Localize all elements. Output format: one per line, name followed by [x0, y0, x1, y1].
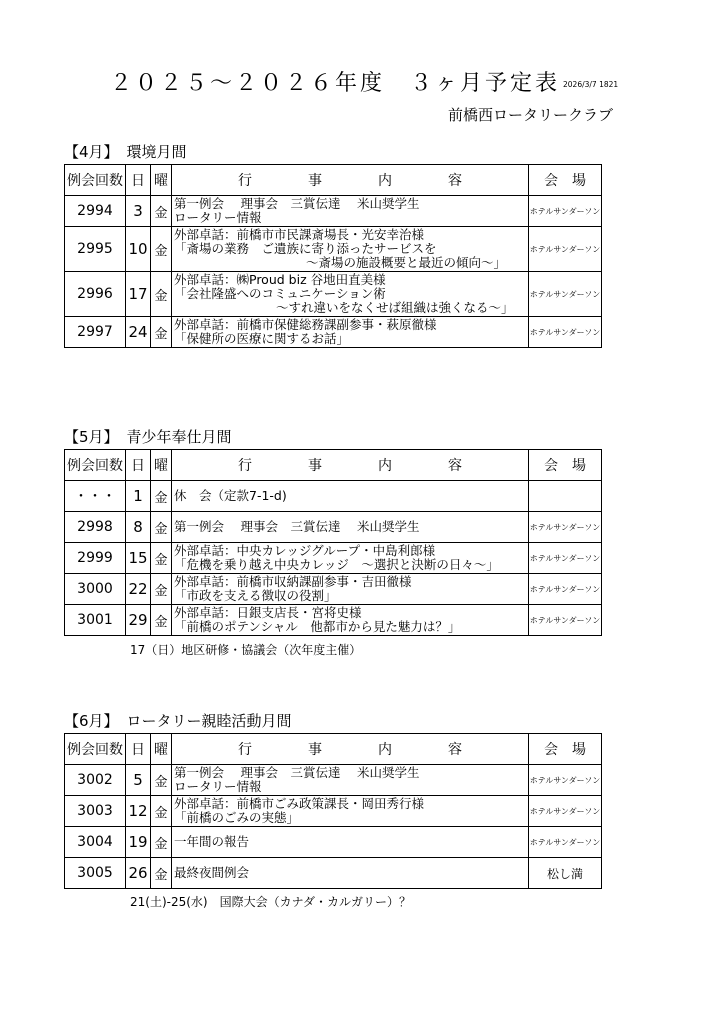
content-line: ～斎場の施設概要と最近の傾向～」 [306, 255, 507, 270]
table-row [65, 765, 602, 796]
meeting-number: 3000 [65, 574, 126, 605]
content-line: 第一例会 理事会 三賞伝達 米山奨学生 [174, 765, 420, 780]
table-row [65, 317, 602, 348]
table-row [65, 574, 602, 605]
meeting-number: 2994 [65, 196, 126, 227]
meeting-day: 17 [126, 272, 151, 317]
section-note: 17（日）地区研修・協議会（次年度主催） [130, 643, 362, 657]
meeting-day: 12 [126, 796, 151, 827]
meeting-venue: 松し満 [529, 858, 602, 889]
meeting-content [172, 796, 529, 827]
meeting-content [172, 512, 529, 543]
club-name: 前橋西ロータリークラブ [448, 106, 614, 124]
meeting-content [172, 317, 529, 348]
page-title: ２０２５～２０２６年度 ３ヶ月予定表 [110, 71, 561, 96]
header-venue-char: 場 [572, 173, 586, 189]
meeting-venue: ホテルサンダーソン [529, 272, 602, 317]
meeting-weekday: 金 [151, 827, 172, 858]
header-number: 例会回数 [65, 165, 126, 196]
schedule-table [64, 449, 602, 636]
meeting-venue: ホテルサンダーソン [529, 543, 602, 574]
table-row [65, 858, 602, 889]
meeting-day: 5 [126, 765, 151, 796]
content-line: 外部卓話：前橋市収納課副参事・吉田徹様 [174, 574, 412, 589]
meeting-number: ・・・ [65, 481, 126, 512]
meeting-weekday: 金 [151, 858, 172, 889]
content-line: ～すれ違いをなくせば組織は強くなる～」 [276, 300, 514, 315]
header-venue [529, 734, 602, 765]
header-content-char: 行 [238, 742, 252, 758]
header-day: 日 [126, 450, 151, 481]
content-line: 休 会（定款7-1-d) [174, 488, 287, 503]
meeting-day: 10 [126, 227, 151, 272]
meeting-number: 3003 [65, 796, 126, 827]
header-venue-char: 会 [544, 458, 558, 474]
header-content-char: 行 [238, 173, 252, 189]
content-line: 外部卓話：日銀支店長・宮将史様 [174, 605, 362, 620]
meeting-venue: ホテルサンダーソン [529, 796, 602, 827]
header-venue [529, 165, 602, 196]
meeting-weekday: 金 [151, 796, 172, 827]
content-line: 「斎場の業務 ご遺族に寄り添ったサービスを [174, 241, 437, 256]
meeting-venue: ホテルサンダーソン [529, 196, 602, 227]
meeting-number: 3005 [65, 858, 126, 889]
meeting-day: 24 [126, 317, 151, 348]
meeting-weekday: 金 [151, 272, 172, 317]
schedule-table [64, 733, 602, 889]
meeting-weekday: 金 [151, 512, 172, 543]
section-month: 【4月】 [64, 143, 119, 161]
header-content [172, 450, 529, 481]
content-line: 「前橋のポテンシャル 他都市から見た魅力は？」 [174, 619, 461, 634]
table-row [65, 543, 602, 574]
header-content-char: 内 [378, 742, 392, 758]
meeting-day: 3 [126, 196, 151, 227]
print-date: 2026/3/7 1821 [563, 80, 619, 89]
meeting-venue: ホテルサンダーソン [529, 227, 602, 272]
header-venue-char: 会 [544, 173, 558, 189]
meeting-content [172, 481, 529, 512]
meeting-venue: ホテルサンダーソン [529, 512, 602, 543]
meeting-day: 8 [126, 512, 151, 543]
content-line: 外部卓話：前橋市市民課斎場長・光安幸治様 [174, 227, 425, 242]
meeting-weekday: 金 [151, 481, 172, 512]
table-header-row [65, 450, 602, 481]
content-line: 外部卓話：前橋市ごみ政策課長・岡田秀行様 [174, 796, 425, 811]
meeting-content [172, 574, 529, 605]
table-row [65, 481, 602, 512]
meeting-number: 2995 [65, 227, 126, 272]
content-line: 「保健所の医療に関するお話」 [174, 331, 350, 346]
meeting-content [172, 765, 529, 796]
table-row [65, 827, 602, 858]
section-month: 【6月】 [64, 712, 119, 730]
header-venue [529, 450, 602, 481]
header-content-char: 容 [448, 742, 462, 758]
section-heading [64, 141, 187, 162]
meeting-day: 26 [126, 858, 151, 889]
content-line: 外部卓話：中央カレッジグループ・中島利郎様 [174, 543, 436, 558]
header-day: 日 [126, 734, 151, 765]
table-row [65, 196, 602, 227]
meeting-number: 3004 [65, 827, 126, 858]
content-line: 第一例会 理事会 三賞伝達 米山奨学生 [174, 196, 420, 211]
header-content-char: 内 [378, 173, 392, 189]
header-content-char: 事 [308, 458, 322, 474]
content-line: 一年間の報告 [174, 834, 250, 849]
content-line: ロータリー情報 [174, 779, 262, 794]
table-header-row [65, 734, 602, 765]
header-venue-char: 会 [544, 742, 558, 758]
content-line: ロータリー情報 [174, 210, 262, 225]
meeting-number: 2998 [65, 512, 126, 543]
meeting-weekday: 金 [151, 227, 172, 272]
meeting-content [172, 543, 529, 574]
meeting-venue: ホテルサンダーソン [529, 574, 602, 605]
section-heading [64, 426, 232, 447]
meeting-weekday: 金 [151, 317, 172, 348]
content-line: 第一例会 理事会 三賞伝達 米山奨学生 [174, 519, 420, 534]
meeting-venue: ホテルサンダーソン [529, 827, 602, 858]
section-theme: 青少年奉仕月間 [126, 428, 232, 446]
meeting-number: 2997 [65, 317, 126, 348]
meeting-venue: ホテルサンダーソン [529, 605, 602, 636]
meeting-content [172, 605, 529, 636]
meeting-day: 29 [126, 605, 151, 636]
content-line: 「会社隆盛へのコミュニケーション術 [174, 286, 386, 301]
header-weekday: 曜 [151, 450, 172, 481]
header-content-char: 容 [448, 458, 462, 474]
meeting-weekday: 金 [151, 765, 172, 796]
table-row [65, 227, 602, 272]
section-theme: ロータリー親睦活動月間 [126, 712, 292, 730]
header-weekday: 曜 [151, 165, 172, 196]
header-content-char: 容 [448, 173, 462, 189]
header-content [172, 734, 529, 765]
section-note: 21(土)-25(水) 国際大会（カナダ・カルガリー）？ [130, 895, 411, 909]
table-row [65, 605, 602, 636]
meeting-venue: ホテルサンダーソン [529, 765, 602, 796]
meeting-venue: ホテルサンダーソン [529, 317, 602, 348]
header-number: 例会回数 [65, 734, 126, 765]
content-line: 最終夜間例会 [174, 865, 250, 880]
table-row [65, 796, 602, 827]
meeting-content [172, 272, 529, 317]
content-line: 外部卓話：㈱Proud biz 谷地田直美様 [174, 272, 386, 287]
content-line: 「前橋のごみの実態」 [174, 810, 300, 825]
meeting-content [172, 827, 529, 858]
meeting-number: 2996 [65, 272, 126, 317]
header-day: 日 [126, 165, 151, 196]
meeting-weekday: 金 [151, 574, 172, 605]
header-weekday: 曜 [151, 734, 172, 765]
meeting-venue [529, 481, 602, 512]
section-theme: 環境月間 [126, 143, 187, 161]
meeting-day: 1 [126, 481, 151, 512]
header-content-char: 内 [378, 458, 392, 474]
meeting-weekday: 金 [151, 196, 172, 227]
header-venue-char: 場 [572, 742, 586, 758]
meeting-day: 19 [126, 827, 151, 858]
meeting-weekday: 金 [151, 543, 172, 574]
meeting-day: 15 [126, 543, 151, 574]
header-content-char: 行 [238, 458, 252, 474]
header-content-char: 事 [308, 742, 322, 758]
meeting-content [172, 227, 529, 272]
table-header-row [65, 165, 602, 196]
content-line: 外部卓話：前橋市保健総務課副参事・萩原徹様 [174, 317, 437, 332]
header-content [172, 165, 529, 196]
section-heading [64, 710, 292, 731]
meeting-content [172, 858, 529, 889]
header-number: 例会回数 [65, 450, 126, 481]
content-line: 「市政を支える徴収の役割」 [174, 588, 337, 603]
table-row [65, 512, 602, 543]
meeting-number: 3001 [65, 605, 126, 636]
section-month: 【5月】 [64, 428, 119, 446]
meeting-weekday: 金 [151, 605, 172, 636]
table-row [65, 272, 602, 317]
content-line: 「危機を乗り越え中央カレッジ ～選択と決断の日々～」 [174, 557, 499, 572]
meeting-number: 2999 [65, 543, 126, 574]
meeting-day: 22 [126, 574, 151, 605]
schedule-table [64, 164, 602, 348]
meeting-content [172, 196, 529, 227]
header-content-char: 事 [308, 173, 322, 189]
header-venue-char: 場 [572, 458, 586, 474]
meeting-number: 3002 [65, 765, 126, 796]
